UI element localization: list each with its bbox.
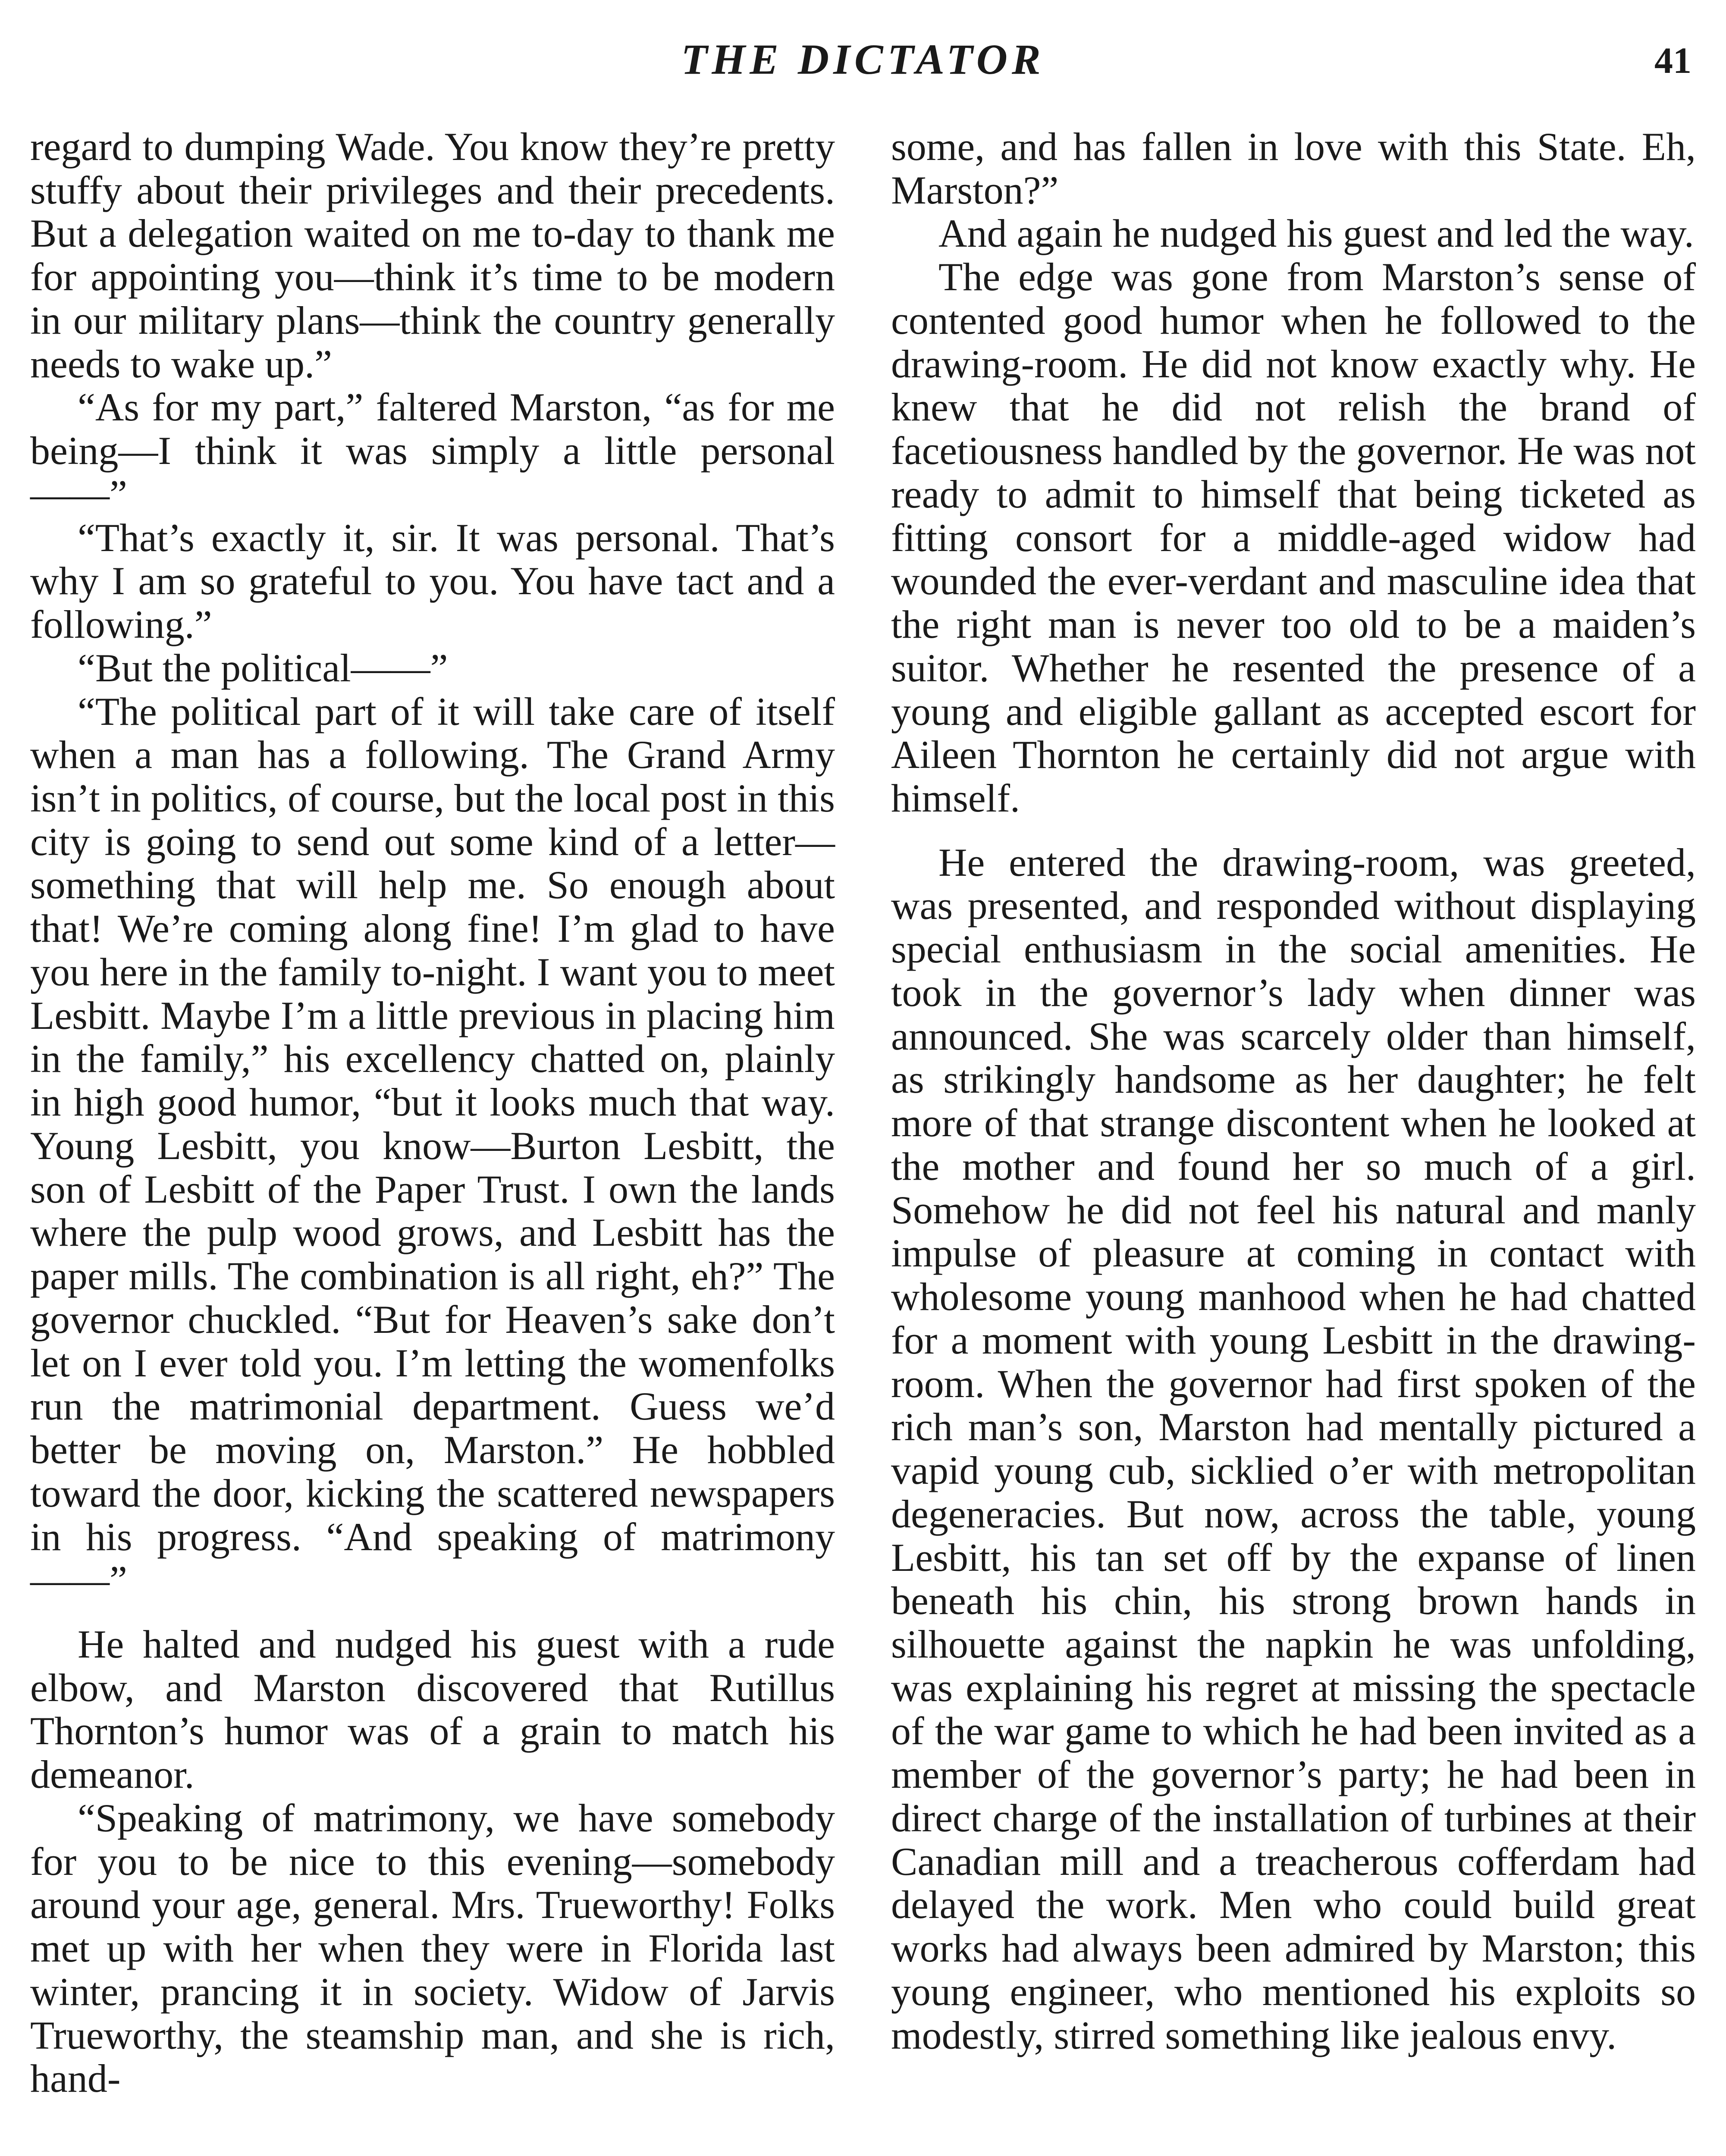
paragraph: He entered the drawing-room, was greeted, was presented, and responded without displaying special enthusiasm in the social amenities. He took in the governor’s lady when dinner was announced. She was scarcely older than himself, as strikingly handsome as her daughter; he felt more of that strange discontent when he looked at the mother and found her so much of a girl. Somehow he did not feel his natural and manly impulse of pleasure at coming in contact with wholesome young manhood when he had chatted for a moment with young Lesbitt in the drawing-room. When the governor had first spoken of the rich man’s son, Marston had mentally pictured a vapid young cub, sicklied o’er with metropolitan degeneracies. But now, across the table, young Lesbitt, his tan set off by the expanse of linen beneath his chin, his strong brown hands in silhouette against the napkin he was unfolding, was explaining his regret at missing the spectacle of the war game to which he had been invited as a member of the governor’s party; he had been in direct charge of the installation of turbines at their Canadian mill and a treacherous cofferdam had delayed the work. Men who could build great works had always been admired by Marston; this young engineer, who mentioned his exploits so modestly, stirred something like jealous envy. bbox=[891, 840, 1696, 2057]
paragraph: And again he nudged his guest and led the way. bbox=[938, 211, 1694, 256]
paragraph: “That’s exactly it, sir. It was personal. That’s why I am so grateful to you. You have tact and a following.” bbox=[30, 515, 835, 647]
article-body bbox=[30, 125, 1696, 2156]
paragraph: He halted and nudged his guest with a rude elbow, and Marston discovered that Rutillus Thornton’s humor was of a grain to match his demeanor. bbox=[30, 1622, 835, 1797]
paragraph: The edge was gone from Marston’s sense of contented good humor when he followed to the drawing-room. He did not know exactly why. He knew that he did not relish the brand of facetiousness handled by the governor. He was not ready to admit to himself that being ticketed as fitting consort for a middle-aged widow had wounded the ever-verdant and masculine idea that the right man is never too old to be a maiden’s suitor. Whether he resented the presence of a young and eligible gallant as accepted escort for Aileen Thornton he certainly did not argue with himself. bbox=[891, 255, 1696, 821]
running-title: THE DICTATOR bbox=[681, 35, 1045, 83]
paragraph: regard to dumping Wade. You know they’re pretty stuffy about their privileges and their precedents. But a delegation waited on me to-day to thank me for appointing you—think it’s time to be modern in our military plans—think the country generally needs to wake up.” bbox=[30, 125, 835, 386]
paragraph: “Speaking of matrimony, we have somebody for you to be nice to this evening—somebody around your age, general. Mrs. Trueworthy! Folks met up with her when they were in Florida last winter, prancing it in society. Widow of Jarvis Trueworthy, the steamship man, and she is rich, hand- bbox=[30, 1796, 835, 2101]
page-header bbox=[30, 34, 1696, 95]
left-column bbox=[30, 125, 835, 2156]
paragraph: “As for my part,” faltered Marston, “as for me being—I think it was simply a little personal——” bbox=[30, 385, 835, 516]
paragraph: “The political part of it will take care of itself when a man has a following. The Grand Army isn’t in politics, of course, but the local post in this city is going to send out some kind of a letter—something that will help me. So enough about that! We’re coming along fine! I’m glad to have you here in the family to-night. I want you to meet Lesbitt. Maybe I’m a little previous in placing him in the family,” his excellency chatted on, plainly in high good humor, “but it looks much that way. Young Lesbitt, you know—Burton Lesbitt, the son of Lesbitt of the Paper Trust. I own the lands where the pulp wood grows, and Lesbitt has the paper mills. The combination is all right, eh?” The governor chuckled. “But for Heaven’s sake don’t let on I ever told you. I’m letting the womenfolks run the matrimonial department. Guess we’d better be moving on, Marston.” He hobbled toward the door, kicking the scattered newspapers in his progress. “And speaking of matrimony ——” bbox=[30, 689, 835, 1602]
paragraph: “But the political——” bbox=[78, 646, 448, 690]
paragraph: some, and has fallen in love with this State. Eh, Marston?” bbox=[891, 125, 1696, 212]
right-column bbox=[891, 125, 1696, 2156]
page-number: 41 bbox=[1654, 40, 1691, 81]
